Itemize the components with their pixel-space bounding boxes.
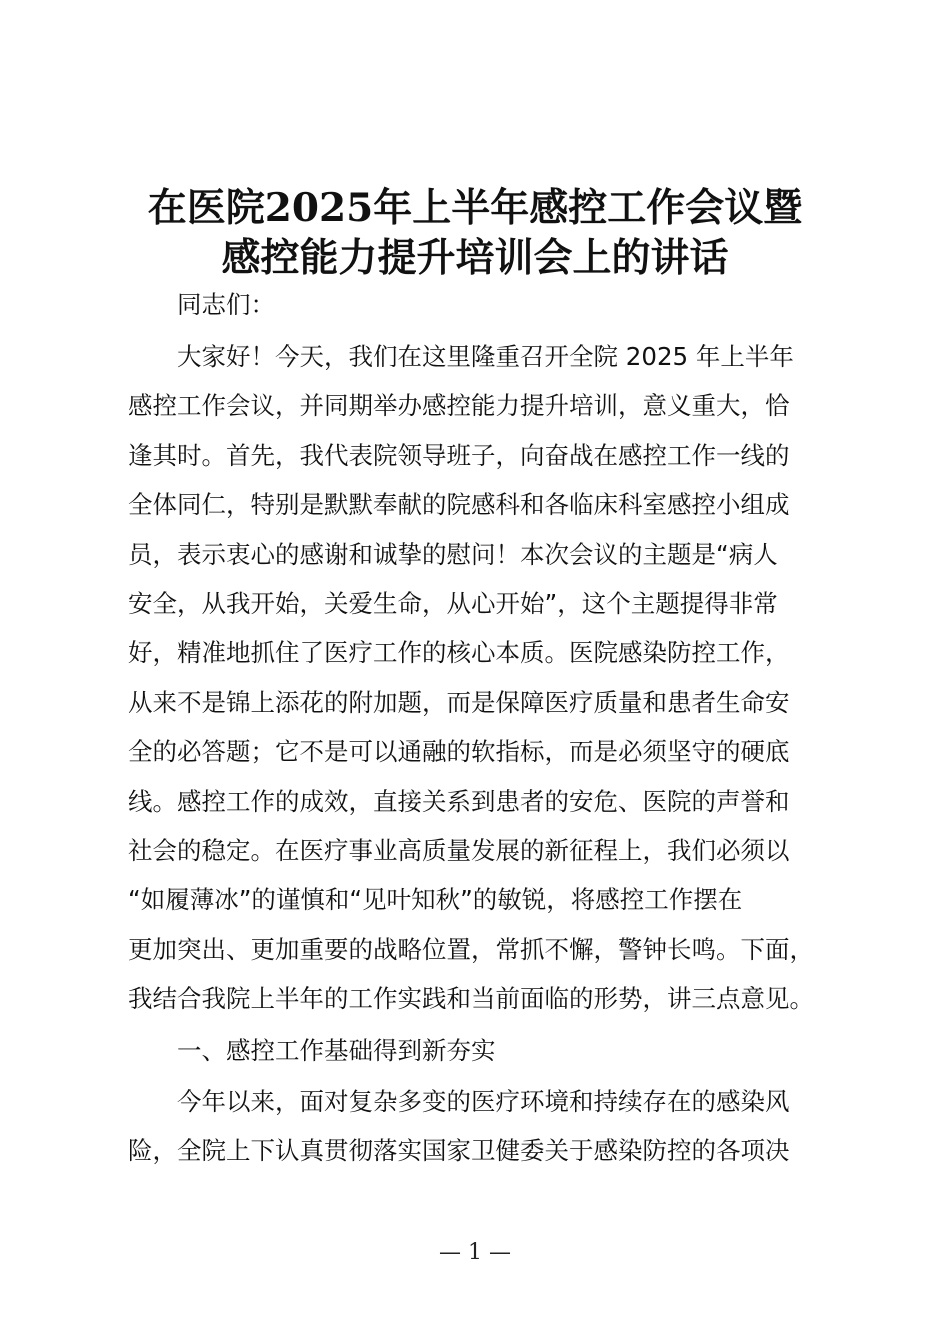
salutation: 同志们： xyxy=(177,290,275,319)
page-number: — 1 — xyxy=(439,1240,511,1265)
paragraph-line: “如履薄冰”的谨慎和“见叶知秋”的敏锐，将感控工作摆在 xyxy=(128,885,743,915)
document-title-line-2: 感控能力提升培训会上的讲话 xyxy=(221,235,729,281)
paragraph-line: 从来不是锦上添花的附加题，而是保障医疗质量和患者生命安 xyxy=(128,687,790,717)
paragraph-line: 更加突出、更加重要的战略位置，常抓不懈，警钟长鸣。下面， xyxy=(128,934,814,964)
paragraph-line: 好，精准地抓住了医疗工作的核心本质。医院感染防控工作， xyxy=(128,638,790,668)
paragraph-1 xyxy=(128,332,832,1023)
paragraph-line: 线。感控工作的成效，直接关系到患者的安危、医院的声誉和 xyxy=(128,786,790,816)
paragraph-line: 大家好！今天，我们在这里隆重召开全院 2025 年上半年 xyxy=(177,342,794,371)
paragraph-2 xyxy=(128,1077,832,1176)
section-heading-1: 一、感控工作基础得到新夯实 xyxy=(177,1036,496,1065)
paragraph-line: 员，表示衷心的感谢和诚挚的慰问！本次会议的主题是“病人 xyxy=(128,539,778,569)
document-title-line-1: 在医院2025年上半年感控工作会议暨 xyxy=(147,185,803,231)
paragraph-line: 安全，从我开始，关爱生命，从心开始”，这个主题提得非常 xyxy=(128,588,778,618)
paragraph-line: 社会的稳定。在医疗事业高质量发展的新征程上，我们必须以 xyxy=(128,835,790,865)
paragraph-line: 险，全院上下认真贯彻落实国家卫健委关于感染防控的各项决 xyxy=(128,1136,790,1166)
paragraph-line: 今年以来，面对复杂多变的医疗环境和持续存在的感染风 xyxy=(177,1087,790,1116)
paragraph-line: 逢其时。首先，我代表院领导班子，向奋战在感控工作一线的 xyxy=(128,440,790,470)
paragraph-line: 我结合我院上半年的工作实践和当前面临的形势，讲三点意见。 xyxy=(128,984,814,1014)
paragraph-line: 全的必答题；它不是可以通融的软指标，而是必须坚守的硬底 xyxy=(128,737,790,767)
paragraph-line: 感控工作会议，并同期举办感控能力提升培训，意义重大，恰 xyxy=(128,391,790,421)
paragraph-line: 全体同仁，特别是默默奉献的院感科和各临床科室感控小组成 xyxy=(128,490,790,520)
